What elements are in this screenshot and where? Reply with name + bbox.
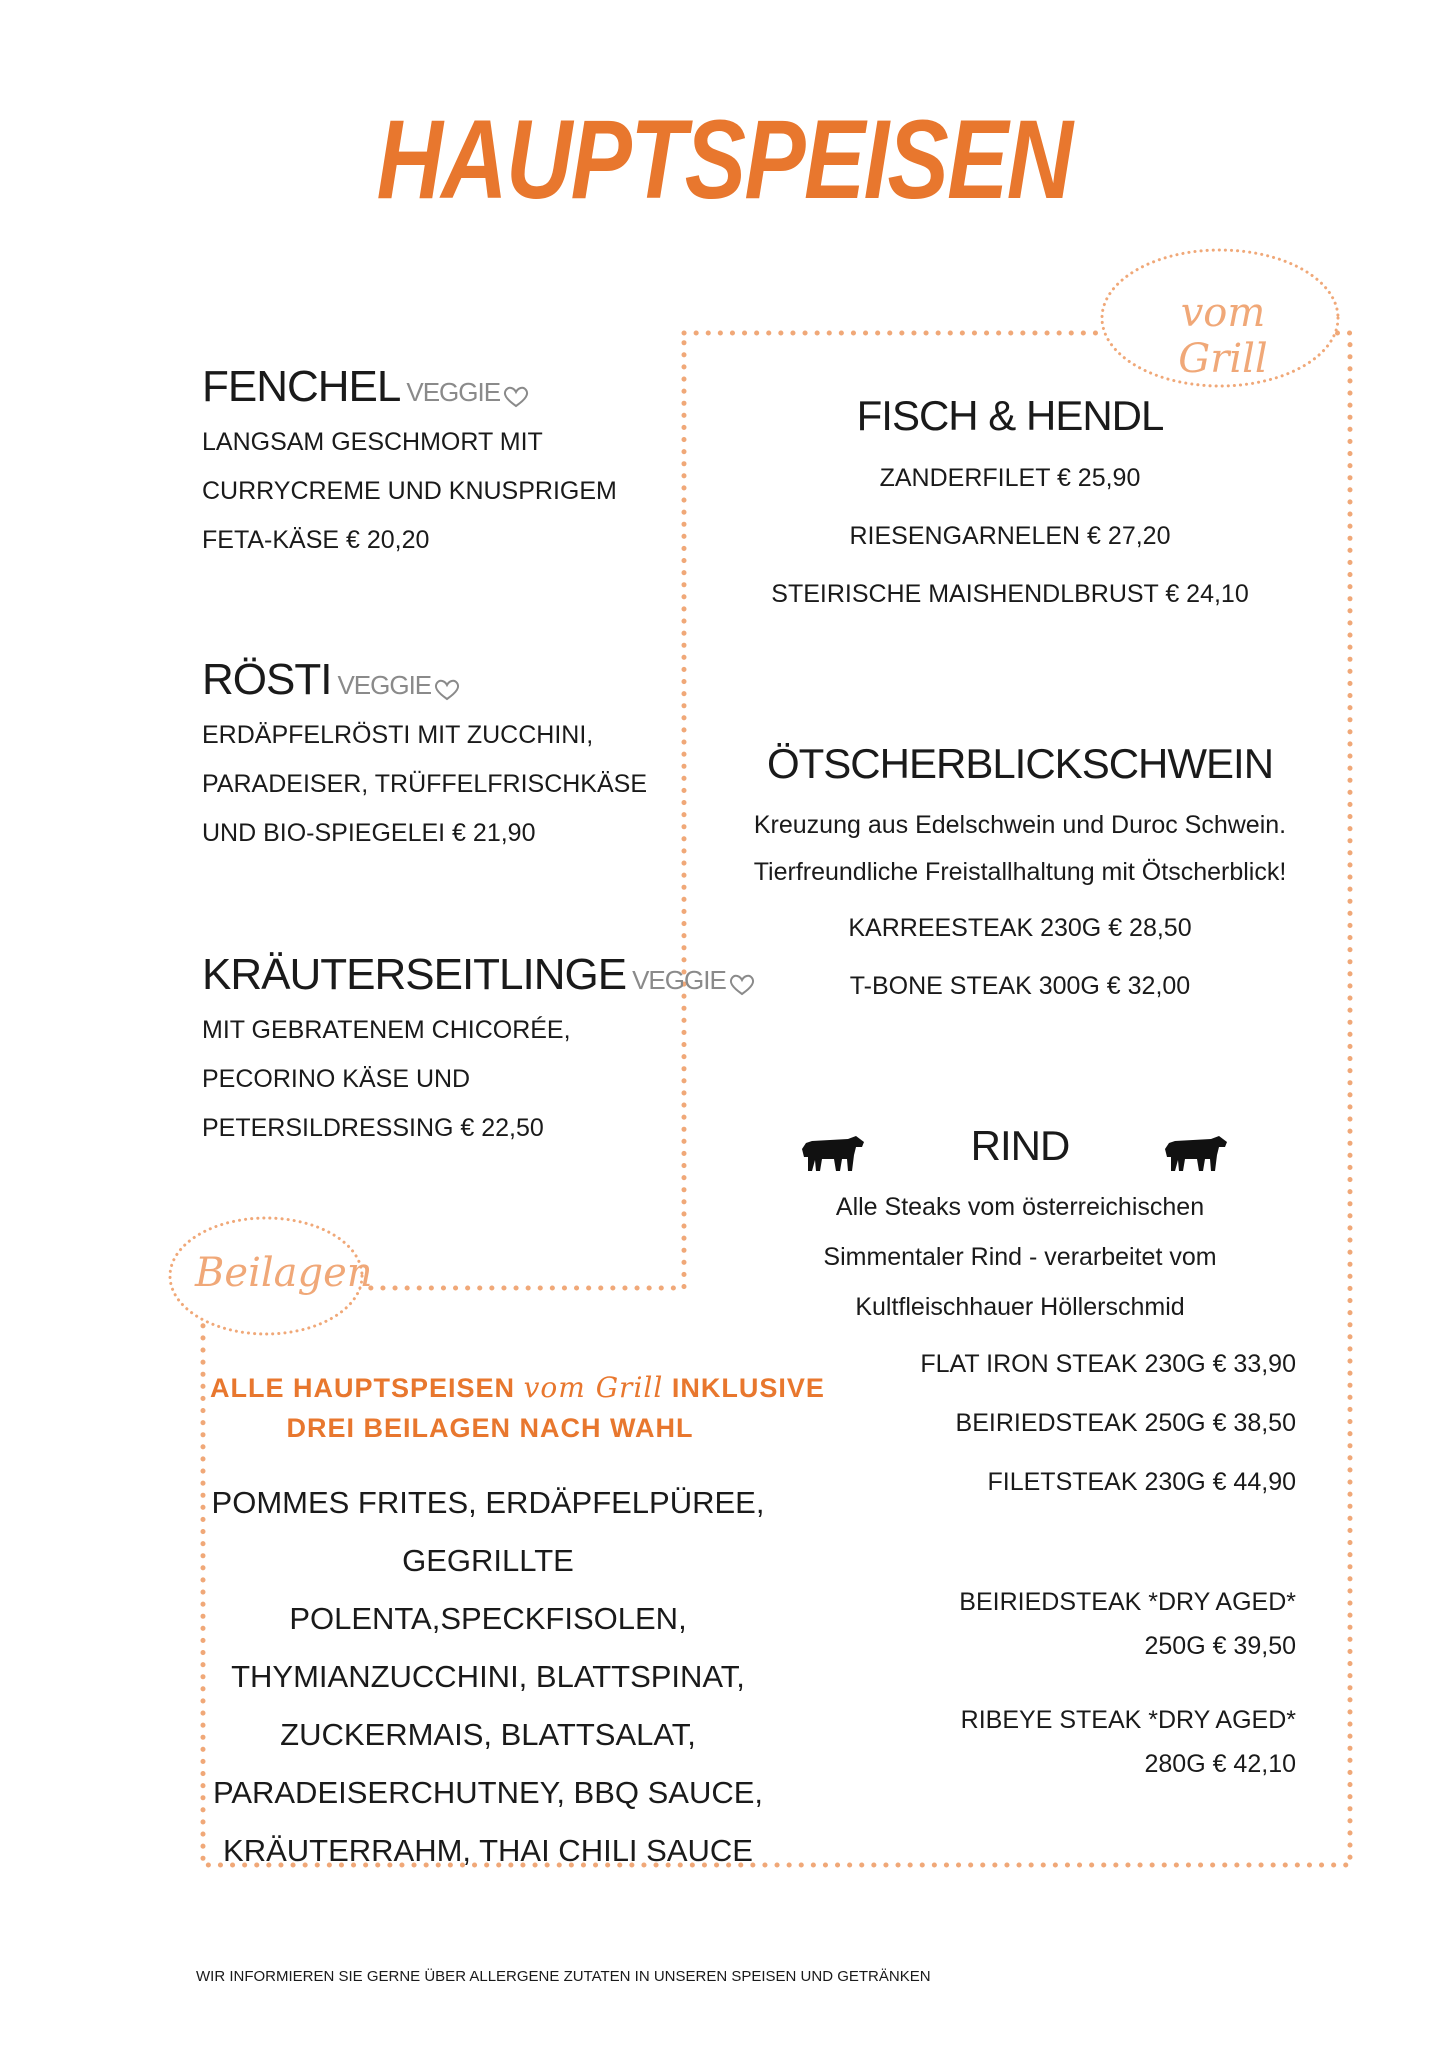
side-item: THYMIANZUCCHINI, BLATTSPINAT, (231, 1659, 745, 1694)
beilagen-heading-b: INKLUSIVE (671, 1373, 825, 1403)
dish-title: RÖSTI (202, 655, 332, 704)
dish-desc-line: ERDÄPFELRÖSTI MIT ZUCCHINI, (202, 721, 594, 749)
section-desc-line: Kreuzung aus Edelschwein und Duroc Schwein. (753, 811, 1287, 839)
menu-item: RIESENGARNELEN € 27,20 (849, 522, 1171, 550)
dish-desc-line: LANGSAM GESCHMORT MIT (202, 428, 543, 456)
dry-aged-items (780, 1580, 1296, 1786)
heart-icon (433, 678, 461, 702)
beilagen-heading-a: ALLE HAUPTSPEISEN (210, 1373, 516, 1403)
section-desc-line: Alle Steaks vom österreichischen (835, 1193, 1205, 1221)
section-schwein (690, 740, 1350, 1030)
dish-kraeuterseitlinge (202, 950, 726, 1153)
dish-desc-line: PARADEISER, TRÜFFELFRISCHKÄSE (202, 770, 647, 798)
section-rind (700, 1122, 1340, 1332)
side-item: ZUCKERMAIS, BLATTSALAT, (280, 1717, 696, 1752)
menu-item: FLAT IRON STEAK 230G € 33,90 (920, 1350, 1296, 1378)
vom-grill-label: vom Grill (1178, 290, 1268, 382)
section-fisch-hendl (700, 392, 1320, 638)
heart-icon (502, 385, 530, 409)
dish-desc-line: PETERSILDRESSING € 22,50 (202, 1114, 544, 1142)
dish-roesti (202, 655, 682, 858)
beilagen-heading-script: vom Grill (523, 1371, 664, 1404)
section-desc-line: Simmentaler Rind - verarbeitet vom (823, 1243, 1217, 1271)
side-item: GEGRILLTE POLENTA,SPECKFISOLEN, (289, 1543, 687, 1636)
veggie-tag: VEGGIE (632, 965, 726, 995)
menu-item-price: 250G € 39,50 (1144, 1632, 1296, 1660)
dish-desc-line: FETA-KÄSE € 20,20 (202, 526, 430, 554)
beilagen-list (208, 1474, 768, 1880)
menu-item: BEIRIEDSTEAK *DRY AGED* (959, 1588, 1296, 1616)
dish-desc-line: PECORINO KÄSE UND (202, 1065, 471, 1093)
menu-item-price: 280G € 42,10 (1144, 1750, 1296, 1778)
menu-item: BEIRIEDSTEAK 250G € 38,50 (955, 1409, 1296, 1437)
beilagen-heading-line2: DREI BEILAGEN NACH WAHL (286, 1413, 694, 1443)
rind-items (780, 1342, 1296, 1519)
dish-fenchel (202, 362, 682, 565)
section-desc-line: Kultfleischhauer Höllerschmid (855, 1293, 1185, 1321)
dish-desc-line: CURRYCREME UND KNUSPRIGEM (202, 477, 617, 505)
dish-title: FENCHEL (202, 362, 401, 411)
menu-item: RIBEYE STEAK *DRY AGED* (960, 1706, 1296, 1734)
beilagen-heading (210, 1368, 825, 1448)
veggie-tag: VEGGIE (337, 670, 432, 700)
veggie-tag: VEGGIE (406, 377, 501, 407)
allergen-footer: WIR INFORMIEREN SIE GERNE ÜBER ALLERGENE ZUTATEN IN UNSEREN SPEISEN UND GETRÄNKEN (196, 1968, 931, 1985)
menu-item: STEIRISCHE MAISHENDLBRUST € 24,10 (771, 580, 1249, 608)
menu-item: KARREESTEAK 230G € 28,50 (848, 914, 1192, 942)
dish-desc-line: MIT GEBRATENEM CHICORÉE, (202, 1016, 571, 1044)
section-title: ÖTSCHERBLICKSCHWEIN (766, 740, 1274, 787)
side-item: POMMES FRITES, ERDÄPFELPÜREE, (211, 1485, 765, 1520)
menu-item: FILETSTEAK 230G € 44,90 (987, 1468, 1296, 1496)
section-desc-line: Tierfreundliche Freistallhaltung mit Ötscherblick! (753, 858, 1287, 886)
page-title: HAUPTSPEISEN (376, 97, 1072, 222)
side-item: PARADEISERCHUTNEY, BBQ SAUCE, (212, 1775, 764, 1810)
side-item: KRÄUTERRAHM, THAI CHILI SAUCE (223, 1833, 753, 1868)
menu-item: ZANDERFILET € 25,90 (879, 464, 1141, 492)
dish-desc-line: UND BIO-SPIEGELEI € 21,90 (202, 819, 536, 847)
beilagen-label: Beilagen (195, 1250, 373, 1296)
dish-title: KRÄUTERSEITLINGE (202, 950, 627, 999)
menu-item: T-BONE STEAK 300G € 32,00 (849, 972, 1191, 1000)
section-title: RIND (970, 1122, 1070, 1169)
section-title: FISCH & HENDL (856, 392, 1164, 439)
